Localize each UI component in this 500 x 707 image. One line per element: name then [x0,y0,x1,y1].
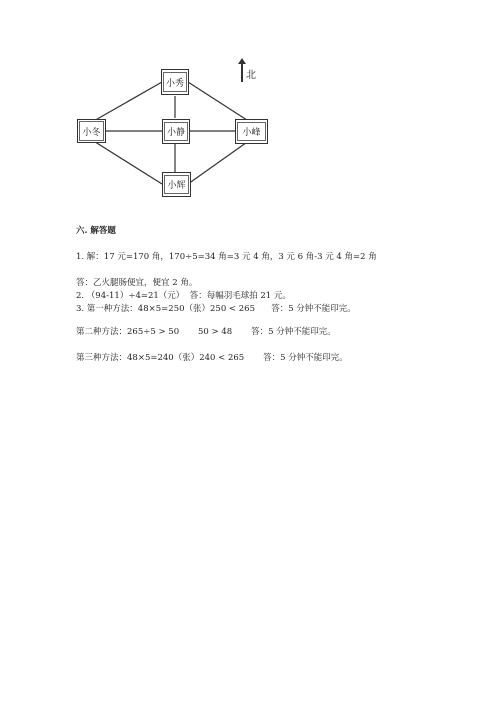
answer-line-6: 第三种方法：48×5=240（张）240 < 265 答：5 分钟不能印完。 [76,353,348,363]
answer-line-4: 3. 第一种方法：48×5=250（张）250 < 265 答：5 分钟不能印完。 [76,304,356,314]
node-left-label: 小冬 [82,127,101,138]
node-bottom-label: 小辉 [167,181,186,191]
edge-right-bottom [188,140,250,184]
node-top [161,69,189,95]
edge-left-bottom [92,140,162,184]
direction-diagram [0,0,500,220]
node-top-label: 小秀 [165,78,184,89]
north-label: 北 [246,70,256,81]
north-arrow-icon [241,62,243,82]
node-bottom [162,172,191,197]
answer-line-1: 1. 解：17 元=170 角，170÷5=34 角=3 元 4 角，3 元 6 角-3 元 4 角=2 角 [76,252,377,262]
answer-line-2: 答：乙火腿肠便宜，便宜 2 角。 [76,278,198,288]
answer-line-5: 第二种方法：265÷5 > 50 50 > 48 答：5 分钟不能印完。 [76,327,336,337]
node-right [235,119,268,144]
diagram-lines [0,0,500,220]
answer-line-3: 2. （94-11）÷4=21（元） 答：每幅羽毛球拍 21 元。 [76,291,291,301]
north-arrowhead-icon [238,58,246,64]
edge-top-left [92,82,162,122]
node-center-label: 小静 [166,128,185,138]
edge-top-right [188,82,250,122]
node-right-label: 小峰 [242,128,261,138]
node-left [77,119,106,143]
node-center [162,119,190,144]
section-heading: 六. 解答题 [76,226,116,236]
north-indicator [238,60,260,84]
